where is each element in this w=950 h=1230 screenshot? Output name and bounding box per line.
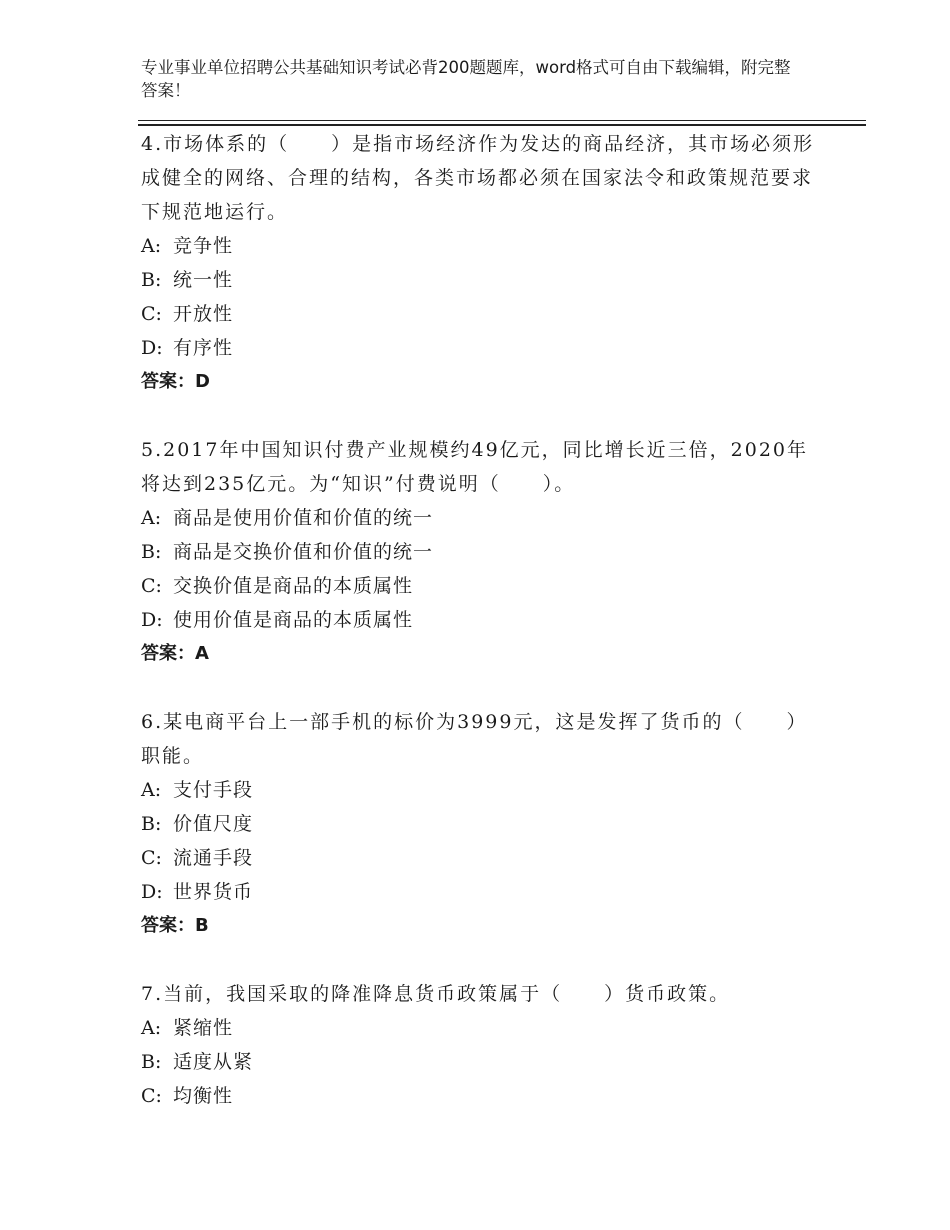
option-d <box>141 875 821 909</box>
option-b <box>141 807 821 841</box>
answer-label: 答案：B <box>141 915 209 936</box>
question-4 <box>141 127 821 399</box>
header-divider-thick <box>138 124 866 126</box>
option-letter: C: <box>141 847 162 869</box>
option-letter: B: <box>141 813 162 835</box>
option-text: 支付手段 <box>173 779 254 801</box>
option-text: 流通手段 <box>173 847 254 869</box>
question-stem: 5.2017年中国知识付费产业规模约49亿元，同比增长近三倍，2020年将达到235亿元。为“知识”付费说明（ ）。 <box>141 439 809 495</box>
question-5 <box>141 433 821 671</box>
option-text: 价值尺度 <box>173 813 254 835</box>
option-a <box>141 1011 821 1045</box>
answer-label: 答案：D <box>141 371 210 392</box>
option-text: 使用价值是商品的本质属性 <box>173 609 414 631</box>
option-letter: C: <box>141 1085 162 1107</box>
option-d <box>141 603 821 637</box>
option-c <box>141 297 821 331</box>
option-text: 竞争性 <box>173 235 234 257</box>
option-letter: A: <box>141 779 162 801</box>
question-7 <box>141 977 821 1113</box>
option-letter: B: <box>141 1051 162 1073</box>
option-b <box>141 1045 821 1079</box>
option-letter: A: <box>141 1017 162 1039</box>
option-text: 商品是使用价值和价值的统一 <box>173 507 434 529</box>
option-text: 统一性 <box>173 269 234 291</box>
option-letter: B: <box>141 269 162 291</box>
question-stem: 6.某电商平台上一部手机的标价为3999元，这是发挥了货币的（ ）职能。 <box>141 711 808 767</box>
option-letter: D: <box>141 337 163 359</box>
option-text: 紧缩性 <box>173 1017 234 1039</box>
option-text: 世界货币 <box>173 881 254 903</box>
option-b <box>141 535 821 569</box>
option-letter: A: <box>141 507 162 529</box>
answer-label: 答案：A <box>141 643 209 664</box>
option-text: 均衡性 <box>173 1085 234 1107</box>
option-a <box>141 773 821 807</box>
option-text: 适度从紧 <box>173 1051 254 1073</box>
option-letter: A: <box>141 235 162 257</box>
question-list <box>141 127 821 1113</box>
question-stem: 4.市场体系的（ ）是指市场经济作为发达的商品经济，其市场必须形成健全的网络、合理的结构，各类市场都必须在国家法令和政策规范要求下规范地运行。 <box>141 133 815 223</box>
option-c <box>141 841 821 875</box>
option-d <box>141 331 821 365</box>
header-divider-thin <box>138 120 866 121</box>
option-letter: C: <box>141 575 162 597</box>
document-header: 专业事业单位招聘公共基础知识考试必背200题题库，word格式可自由下载编辑，附完整答案！ <box>141 58 791 100</box>
option-text: 有序性 <box>173 337 234 359</box>
option-text: 开放性 <box>173 303 234 325</box>
option-a <box>141 229 821 263</box>
question-6 <box>141 705 821 943</box>
option-letter: D: <box>141 609 163 631</box>
option-text: 商品是交换价值和价值的统一 <box>173 541 434 563</box>
option-text: 交换价值是商品的本质属性 <box>173 575 414 597</box>
option-letter: B: <box>141 541 162 563</box>
option-a <box>141 501 821 535</box>
option-c <box>141 1079 821 1113</box>
option-letter: D: <box>141 881 163 903</box>
question-stem: 7.当前，我国采取的降准降息货币政策属于（ ）货币政策。 <box>141 983 731 1005</box>
option-letter: C: <box>141 303 162 325</box>
option-c <box>141 569 821 603</box>
option-b <box>141 263 821 297</box>
